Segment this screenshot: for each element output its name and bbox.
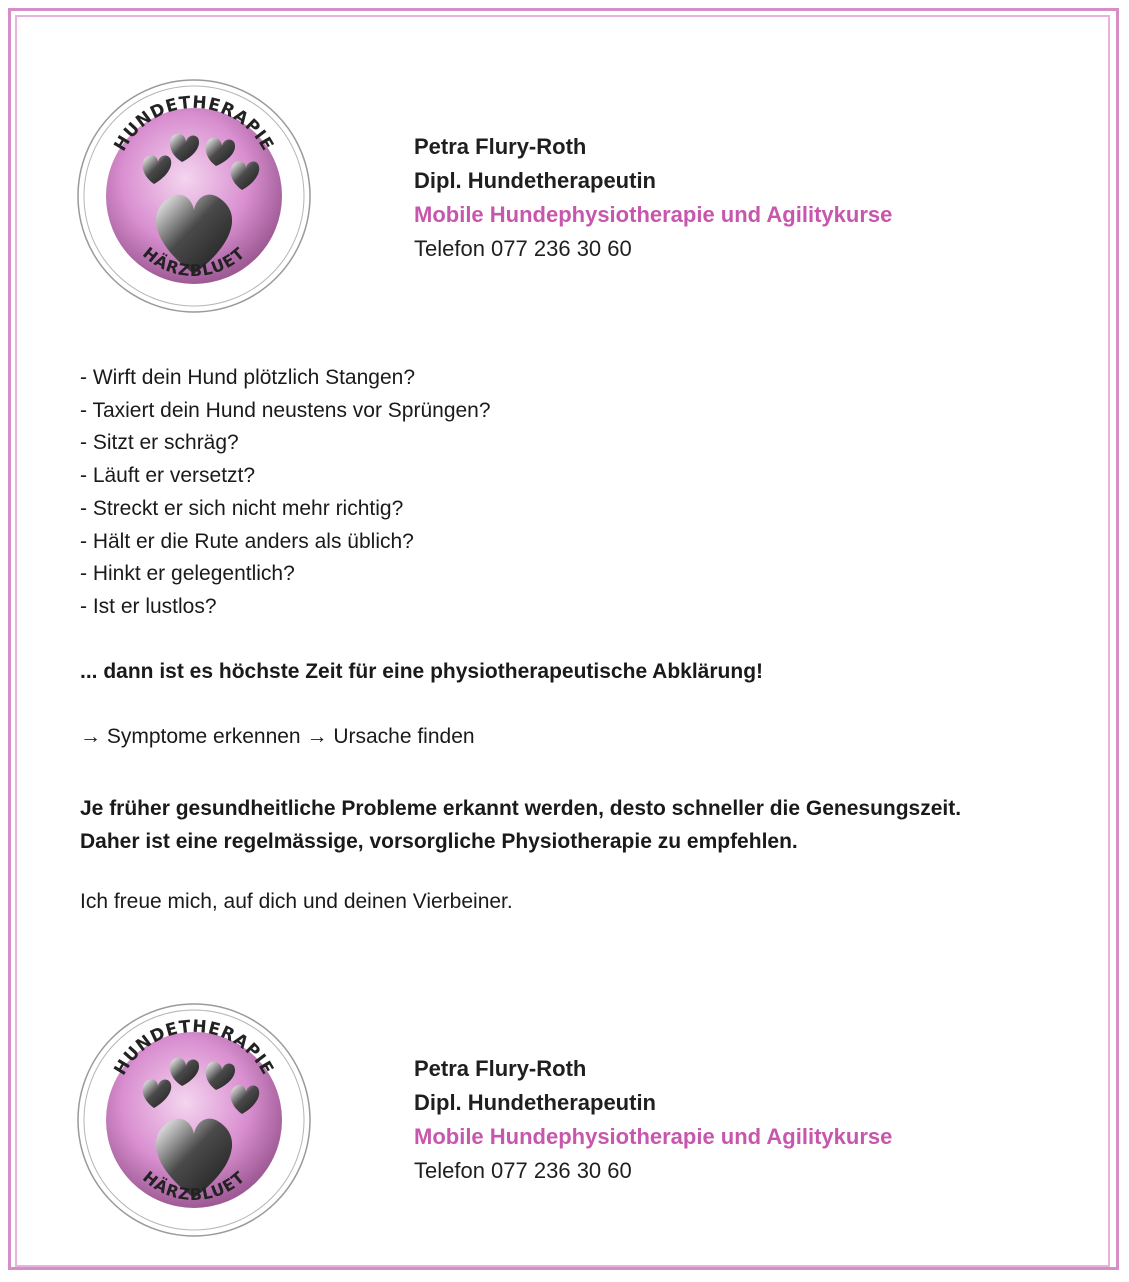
contact-footer [414, 1052, 892, 1188]
contact-header [414, 130, 892, 266]
paw-heart-icon [74, 76, 314, 316]
contact-name: Petra Flury-Roth [414, 134, 587, 159]
list-item: - Streckt er sich nicht mehr richtig? [80, 496, 404, 520]
emphasis-line-1: Je früher gesundheitliche Probleme erkannt werden, desto schneller die Genesungszeit. [80, 797, 962, 820]
contact-service: Mobile Hundephysiotherapie und Agilitykurse [414, 202, 893, 227]
callout-text: ... dann ist es höchste Zeit für eine physiotherapeutische Abklärung! [80, 660, 764, 683]
svg-text:HUNDETHERAPIE: HUNDETHERAPIE [110, 92, 278, 155]
contact-service: Mobile Hundephysiotherapie und Agilitykurse [414, 1124, 893, 1149]
steps-line [80, 725, 475, 749]
paw-heart-icon [74, 1000, 314, 1240]
contact-phone[interactable]: Telefon 077 236 30 60 [414, 236, 632, 261]
svg-text:HÄRZBLUET: HÄRZBLUET [139, 243, 249, 281]
list-item: - Taxiert dein Hund neustens vor Sprüngen? [80, 398, 491, 422]
list-item: - Hält er die Rute anders als üblich? [80, 529, 414, 553]
step-2: Ursache finden [333, 725, 475, 748]
list-item: - Wirft dein Hund plötzlich Stangen? [80, 366, 416, 389]
logo-footer [74, 1000, 314, 1240]
contact-phone[interactable]: Telefon 077 236 30 60 [414, 1158, 632, 1183]
emphasis-block [80, 792, 961, 858]
logo [74, 76, 314, 316]
emphasis-line-2: Daher ist eine regelmässige, vorsorgliche Physiotherapie zu empfehlen. [80, 830, 798, 853]
arrow-right-icon: → [80, 725, 101, 748]
list-item: - Sitzt er schräg? [80, 431, 239, 455]
contact-title: Dipl. Hundetherapeutin [414, 168, 656, 193]
symptom-list [80, 362, 491, 624]
arrow-right-icon: → [306, 725, 328, 748]
list-item: - Hinkt er gelegentlich? [80, 562, 295, 586]
contact-name: Petra Flury-Roth [414, 1056, 587, 1081]
list-item: - Läuft er versetzt? [80, 464, 256, 488]
closing-text: Ich freue mich, auf dich und deinen Vierbeiner. [80, 890, 513, 913]
svg-text:HUNDETHERAPIE: HUNDETHERAPIE [110, 1016, 278, 1079]
contact-title: Dipl. Hundetherapeutin [414, 1090, 656, 1115]
step-1: Symptome erkennen [106, 725, 301, 748]
list-item: - Ist er lustlos? [80, 594, 217, 618]
svg-text:HÄRZBLUET: HÄRZBLUET [139, 1167, 249, 1205]
